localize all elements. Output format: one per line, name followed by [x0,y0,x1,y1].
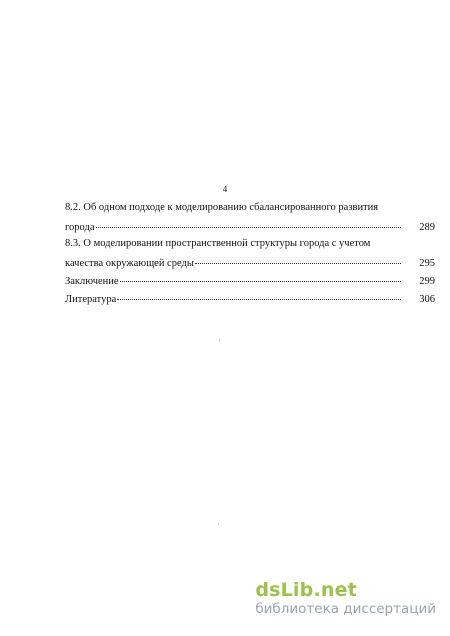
scan-speck [219,340,220,341]
scan-speck [218,523,219,524]
dot-leader [120,269,401,282]
toc-entry-title-cont: качества окружающей среды [65,258,194,269]
toc-entry-title: Литература [65,294,117,305]
toc-entry-8-2[interactable] [65,199,435,235]
toc-entry-title: 8.2. Об одном подходе к моделированию сбалансированного развития [65,202,379,213]
toc-page-number: 299 [419,276,435,287]
page-number: 4 [222,184,228,194]
dot-leader [195,251,401,264]
toc-page-number: 289 [419,222,435,233]
toc-page-number: 295 [419,258,435,269]
toc-entry-8-3[interactable] [65,235,435,271]
dot-leader [117,287,401,300]
table-of-contents [65,199,435,307]
dot-leader [96,215,402,228]
watermark-logo: dsLib.net [255,579,357,601]
toc-entry-title: Заключение [65,276,119,287]
dslib-watermark[interactable] [255,580,436,617]
toc-page-number: 306 [419,294,435,305]
toc-entry-references[interactable] [65,289,435,307]
toc-entry-title-cont: города [65,222,95,233]
toc-entry-title: 8.3. О моделировании пространственной структуры города с учетом [65,238,371,249]
watermark-tagline: библиотека диссертаций [255,601,436,617]
